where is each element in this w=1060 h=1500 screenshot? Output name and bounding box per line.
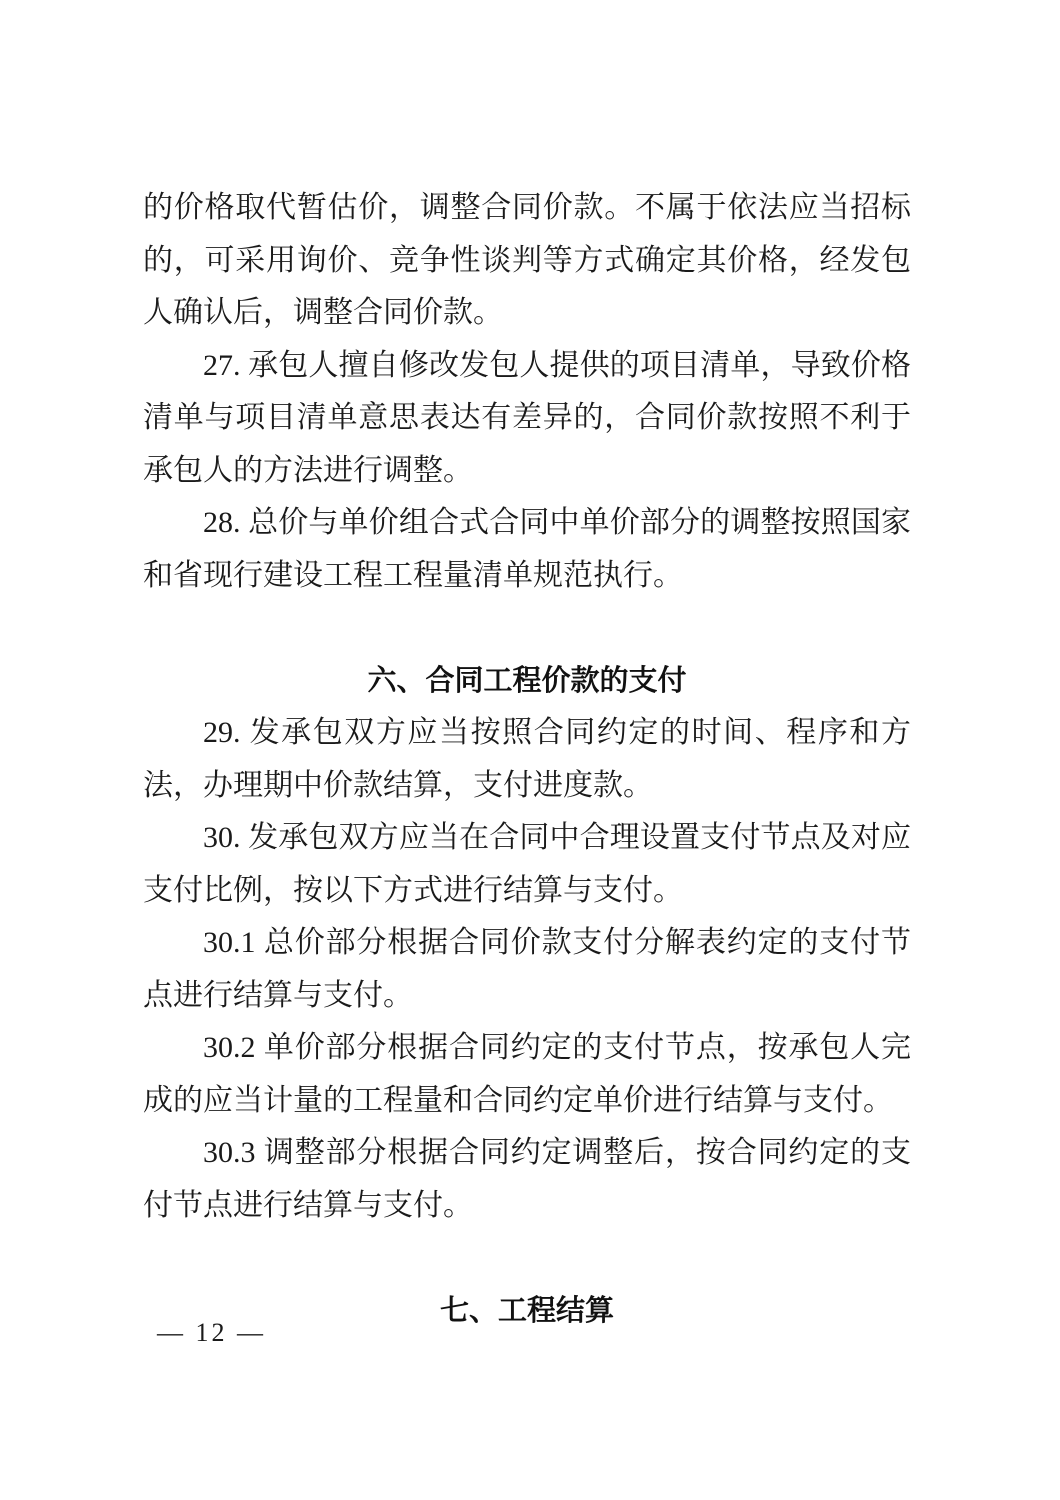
section-heading-7: 七、工程结算 <box>439 1294 614 1327</box>
paragraph-item-28: 28. 总价与单价组合式合同中单价部分的调整按照国家和省现行建设工程工程量清单规范执行。 <box>143 506 911 592</box>
paragraph-item-30-2: 30.2 单价部分根据合同约定的支付节点，按承包人完成的应当计量的工程量和合同约定单价进行结算与支付。 <box>143 1031 911 1117</box>
paragraph-item-30: 30. 发承包双方应当在合同中合理设置支付节点及对应支付比例，按以下方式进行结算与支付。 <box>143 821 911 907</box>
page-number: — 12 — <box>157 1318 266 1347</box>
section-heading-6: 六、合同工程价款的支付 <box>367 664 687 697</box>
paragraph-item-27: 27. 承包人擅自修改发包人提供的项目清单，导致价格清单与项目清单意思表达有差异的，合同价款按照不利于承包人的方法进行调整。 <box>143 348 911 487</box>
paragraph-item-30-1: 30.1 总价部分根据合同价款支付分解表约定的支付节点进行结算与支付。 <box>143 926 911 1012</box>
paragraph-item-30-3: 30.3 调整部分根据合同约定调整后，按合同约定的支付节点进行结算与支付。 <box>143 1136 911 1222</box>
paragraph-item-29: 29. 发承包双方应当按照合同约定的时间、程序和方法，办理期中价款结算，支付进度款。 <box>143 716 911 802</box>
paragraph-continuation: 的价格取代暂估价，调整合同价款。不属于依法应当招标的，可采用询价、竞争性谈判等方式确定其价格，经发包人确认后，调整合同价款。 <box>143 191 911 329</box>
document-body <box>143 182 911 1337</box>
